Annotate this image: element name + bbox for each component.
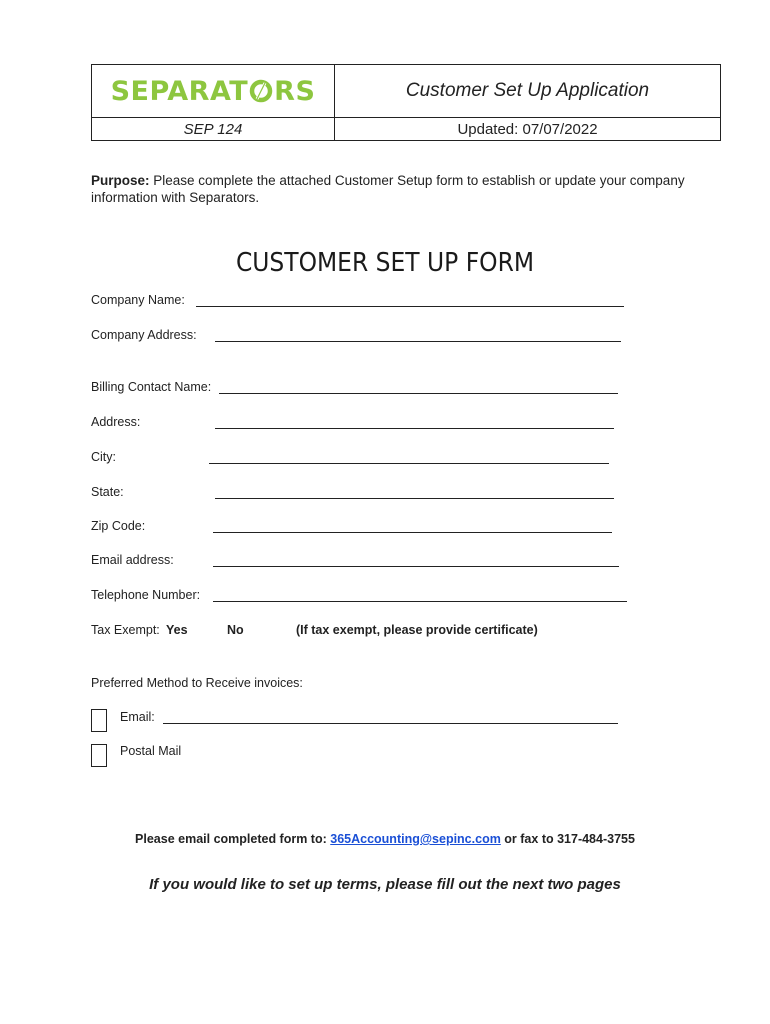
state-field[interactable] bbox=[215, 498, 614, 499]
separators-logo: SEPARAT RS bbox=[110, 75, 316, 107]
postal-mail-label: Postal Mail bbox=[120, 744, 182, 758]
invoice-method-label: Preferred Method to Receive invoices: bbox=[91, 676, 303, 690]
terms-note: If you would like to set up terms, please fill out the next two pages bbox=[149, 876, 621, 893]
address-label: Address: bbox=[91, 415, 141, 429]
email-invoice-label: Email: bbox=[120, 710, 155, 724]
telephone-field[interactable] bbox=[213, 601, 627, 602]
app-title-cell bbox=[335, 65, 721, 118]
logo-o-icon bbox=[249, 79, 273, 103]
tax-exempt-label: Tax Exempt: bbox=[91, 623, 160, 637]
email-field[interactable] bbox=[213, 566, 619, 567]
purpose-text bbox=[91, 172, 691, 206]
tax-exempt-yes[interactable]: Yes bbox=[166, 623, 188, 637]
updated-date: Updated: 07/07/2022 bbox=[457, 120, 598, 138]
purpose-body: Please complete the attached Customer Setup form to establish or update your company information with Separators. bbox=[91, 173, 685, 205]
submit-instructions: Please email completed form to: 365Accounting@sepinc.com or fax to 317-484-3755 bbox=[135, 832, 635, 846]
updated-cell bbox=[335, 118, 721, 141]
accounting-email-link[interactable]: 365Accounting@sepinc.com bbox=[330, 832, 501, 846]
company-address-field[interactable] bbox=[215, 341, 621, 342]
purpose-label: Purpose: bbox=[91, 173, 150, 188]
form-code-cell bbox=[92, 118, 335, 141]
city-field[interactable] bbox=[209, 463, 609, 464]
form-code: SEP 124 bbox=[183, 120, 243, 138]
tax-exempt-no[interactable]: No bbox=[227, 623, 244, 637]
header-table bbox=[91, 64, 721, 141]
company-name-label: Company Name: bbox=[91, 293, 185, 307]
state-label: State: bbox=[91, 485, 124, 499]
address-field[interactable] bbox=[215, 428, 614, 429]
invoice-email-field[interactable] bbox=[163, 723, 618, 724]
app-title: Customer Set Up Application bbox=[405, 80, 650, 101]
form-title: CUSTOMER SET UP FORM bbox=[235, 248, 535, 278]
email-invoice-checkbox[interactable] bbox=[91, 709, 107, 732]
company-name-field[interactable] bbox=[196, 306, 624, 307]
billing-contact-field[interactable] bbox=[219, 393, 618, 394]
company-address-label: Company Address: bbox=[91, 328, 197, 342]
zip-field[interactable] bbox=[213, 532, 612, 533]
tax-exempt-note: (If tax exempt, please provide certificate) bbox=[296, 623, 538, 637]
email-label: Email address: bbox=[91, 553, 174, 567]
city-label: City: bbox=[91, 450, 116, 464]
zip-label: Zip Code: bbox=[91, 519, 146, 533]
postal-mail-checkbox[interactable] bbox=[91, 744, 107, 767]
logo-cell bbox=[92, 65, 335, 118]
telephone-label: Telephone Number: bbox=[91, 588, 201, 602]
billing-contact-label: Billing Contact Name: bbox=[91, 380, 212, 394]
